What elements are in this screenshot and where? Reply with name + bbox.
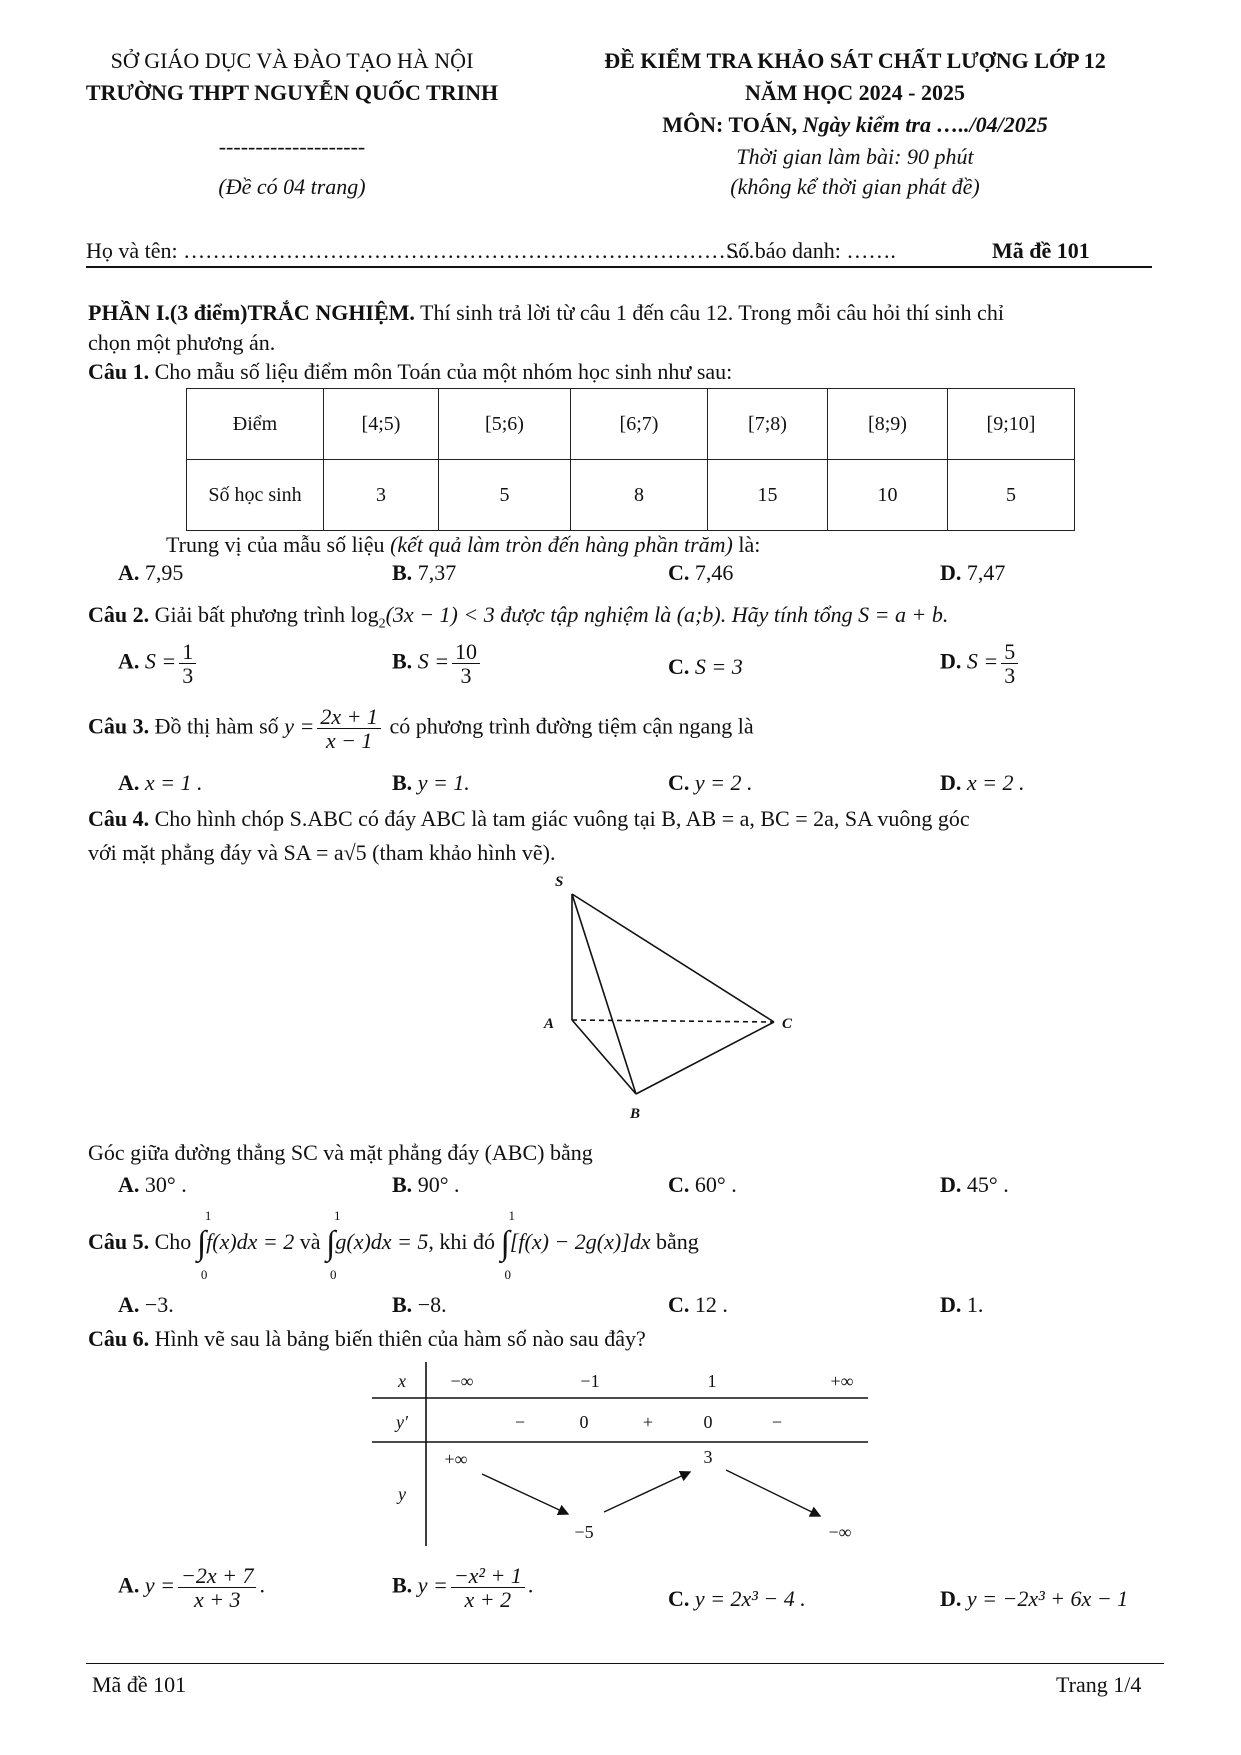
- table-cell: 3: [324, 460, 439, 531]
- bbt-x-label: x: [398, 1371, 406, 1391]
- bbt-x-pos-inf: +∞: [830, 1371, 854, 1391]
- q1-frequency-table: [186, 388, 1075, 531]
- footer-exam-code: Mã đề 101: [92, 1672, 187, 1697]
- table-cell: 8: [571, 460, 708, 531]
- q3-option-d: D. x = 2 .: [940, 770, 1025, 795]
- q3-text: Câu 3. Đồ thị hàm số y = $\frac{2x + 1}{x - 1}$ có phương trình đường tiệm cận ngang là: [88, 704, 754, 754]
- department-name: SỞ GIÁO DỤC VÀ ĐÀO TẠO HÀ NỘI: [110, 48, 474, 73]
- integral-sign: ∫ 1 0: [326, 1207, 341, 1282]
- q3-option-c: C. y = 2 .: [668, 770, 753, 795]
- table-cell: [8;9): [828, 389, 948, 460]
- q4-option-b: B. 90° .: [392, 1172, 460, 1197]
- part1-intro-cont: chọn một phương án.: [88, 330, 276, 355]
- bbt-yp-sign: −: [514, 1412, 526, 1432]
- arrow-increase: [604, 1472, 690, 1512]
- table-header: Điểm: [187, 389, 324, 460]
- q2-option-a: A. S = $\frac{1}{3}$: [118, 640, 199, 687]
- q5-option-a: A. −3.: [118, 1292, 174, 1317]
- exam-code: Mã đề 101: [992, 238, 1090, 263]
- edge-bc: [636, 1022, 774, 1094]
- time-limit: Thời gian làm bài: 90 phút: [736, 144, 974, 169]
- q4-question: Góc giữa đường thẳng SC và mặt phẳng đáy (ABC) bằng: [88, 1140, 593, 1165]
- bbt-y-pos-inf: +∞: [444, 1449, 468, 1469]
- table-header: Số học sinh: [187, 460, 324, 531]
- bbt-x-one: 1: [707, 1371, 717, 1391]
- time-note: (không kể thời gian phát đề): [730, 174, 980, 199]
- q3-option-a: A. x = 1 .: [118, 770, 203, 795]
- bbt-yp-zero: 0: [703, 1412, 713, 1432]
- label-s: S: [555, 874, 564, 890]
- school-name: TRƯỜNG THPT NGUYỄN QUỐC TRINH: [85, 80, 499, 105]
- bbt-y-neg-inf: −∞: [828, 1522, 852, 1542]
- table-cell: [9;10]: [948, 389, 1075, 460]
- q6-option-c: C. y = 2x³ − 4 .: [668, 1586, 806, 1611]
- arrow-decrease: [482, 1474, 568, 1514]
- q5-option-b: B. −8.: [392, 1292, 447, 1317]
- bbt-y-max: 3: [703, 1447, 713, 1467]
- subject-line: MÔN: TOÁN, Ngày kiểm tra …../04/2025: [662, 112, 1048, 137]
- bbt-x-neg-inf: −∞: [450, 1371, 474, 1391]
- page-count-note: (Đề có 04 trang): [218, 174, 366, 199]
- table-cell: [5;6): [439, 389, 571, 460]
- edge-sb: [572, 894, 636, 1094]
- table-cell: [7;8): [708, 389, 828, 460]
- q4-text-cont: với mặt phẳng đáy và SA = a√5 (tham khảo hình vẽ).: [88, 840, 556, 865]
- edge-ac-hidden: [572, 1020, 774, 1022]
- q2-option-d: D. S = $\frac{5}{3}$: [940, 640, 1021, 687]
- q4-text: Câu 4. Cho hình chóp S.ABC có đáy ABC là tam giác vuông tại B, AB = a, BC = 2a, SA vuông góc: [88, 806, 970, 831]
- label-c: C: [782, 1016, 793, 1032]
- q3-option-b: B. y = 1.: [392, 770, 470, 795]
- q6-text: Câu 6. Hình vẽ sau là bảng biến thiên của hàm số nào sau đây?: [88, 1326, 646, 1351]
- bbt-y-label: y: [398, 1484, 406, 1504]
- q5-option-d: D. 1.: [940, 1292, 984, 1317]
- integral-sign: ∫ 1 0: [500, 1207, 516, 1282]
- q4-option-d: D. 45° .: [940, 1172, 1009, 1197]
- footer-divider: [86, 1663, 1164, 1664]
- q1-text: Câu 1. Cho mẫu số liệu điểm môn Toán của một nhóm học sinh như sau:: [88, 359, 733, 384]
- bbt-yp-zero: 0: [579, 1412, 589, 1432]
- q6-option-d: D. y = −2x³ + 6x − 1: [940, 1586, 1129, 1611]
- table-cell: 10: [828, 460, 948, 531]
- q5-text: Câu 5. Cho ∫ 1 0 f(x)dx = 2 và ∫ 1 0 g(x)dx = 5, khi đó ∫ 1 0 [f(x) − 2g(x)]dx bằng: [88, 1207, 699, 1282]
- label-b: B: [630, 1106, 641, 1122]
- q2-option-c: C. S = 3: [668, 654, 743, 679]
- edge-ab: [572, 1020, 636, 1094]
- bbt-yp-sign: +: [642, 1412, 654, 1432]
- table-cell: 15: [708, 460, 828, 531]
- table-cell: [6;7): [571, 389, 708, 460]
- arrow-decrease: [726, 1470, 820, 1516]
- q4-option-a: A. 30° .: [118, 1172, 187, 1197]
- bbt-x-minus-one: −1: [580, 1371, 600, 1391]
- part1-heading: PHẦN I.(3 điểm)TRẮC NGHIỆM. Thí sinh trả lời từ câu 1 đến câu 12. Trong mỗi câu hỏi thí sinh chỉ: [88, 300, 1004, 325]
- q4-option-c: C. 60° .: [668, 1172, 737, 1197]
- label-a: A: [544, 1016, 555, 1032]
- bbt-yp-label: y′: [396, 1412, 408, 1432]
- bbt-y-min: −5: [574, 1522, 594, 1542]
- q6-option-b: B. y = $\frac{\text{−x² + 1}}{x + 2}$ .: [392, 1563, 534, 1613]
- q1-option-d: D. 7,47: [940, 560, 1006, 585]
- footer-page-number: Trang 1/4: [1056, 1672, 1142, 1697]
- edge-sc: [572, 894, 774, 1022]
- q1-question: Trung vị của mẫu số liệu (kết quả làm tròn đến hàng phần trăm) là:: [166, 532, 761, 557]
- integral-sign: ∫ 1 0: [196, 1207, 212, 1282]
- q2-text: Câu 2. Giải bất phương trình $\log_2(3x - 1) < 3$ được tập nghiệm là (a;b). Hãy tính tổng S = a + b.: [88, 602, 949, 632]
- table-cell: 5: [948, 460, 1075, 531]
- pyramid-figure: [530, 872, 830, 1124]
- q6-option-a: A. y = $\frac{-2x + 7}{x + 3}$ .: [118, 1563, 265, 1613]
- student-id-field: Số báo danh: …….: [726, 238, 896, 263]
- q2-option-b: B. S = $\frac{10}{3}$: [392, 640, 483, 687]
- header-divider: [86, 266, 1152, 268]
- header-dashes: --------------------: [218, 134, 366, 159]
- q1-option-b: B. 7,37: [392, 560, 457, 585]
- student-name-field: Họ và tên: ……………………………………………………………………: [86, 238, 756, 263]
- exam-title: ĐỀ KIỂM TRA KHẢO SÁT CHẤT LƯỢNG LỚP 12: [604, 48, 1106, 73]
- q1-option-a: A. 7,95: [118, 560, 184, 585]
- q1-option-c: C. 7,46: [668, 560, 734, 585]
- bbt-yp-sign: −: [771, 1412, 783, 1432]
- q5-option-c: C. 12 .: [668, 1292, 728, 1317]
- table-cell: 5: [439, 460, 571, 531]
- school-year: NĂM HỌC 2024 - 2025: [745, 80, 965, 105]
- variation-table: [372, 1362, 872, 1552]
- table-cell: [4;5): [324, 389, 439, 460]
